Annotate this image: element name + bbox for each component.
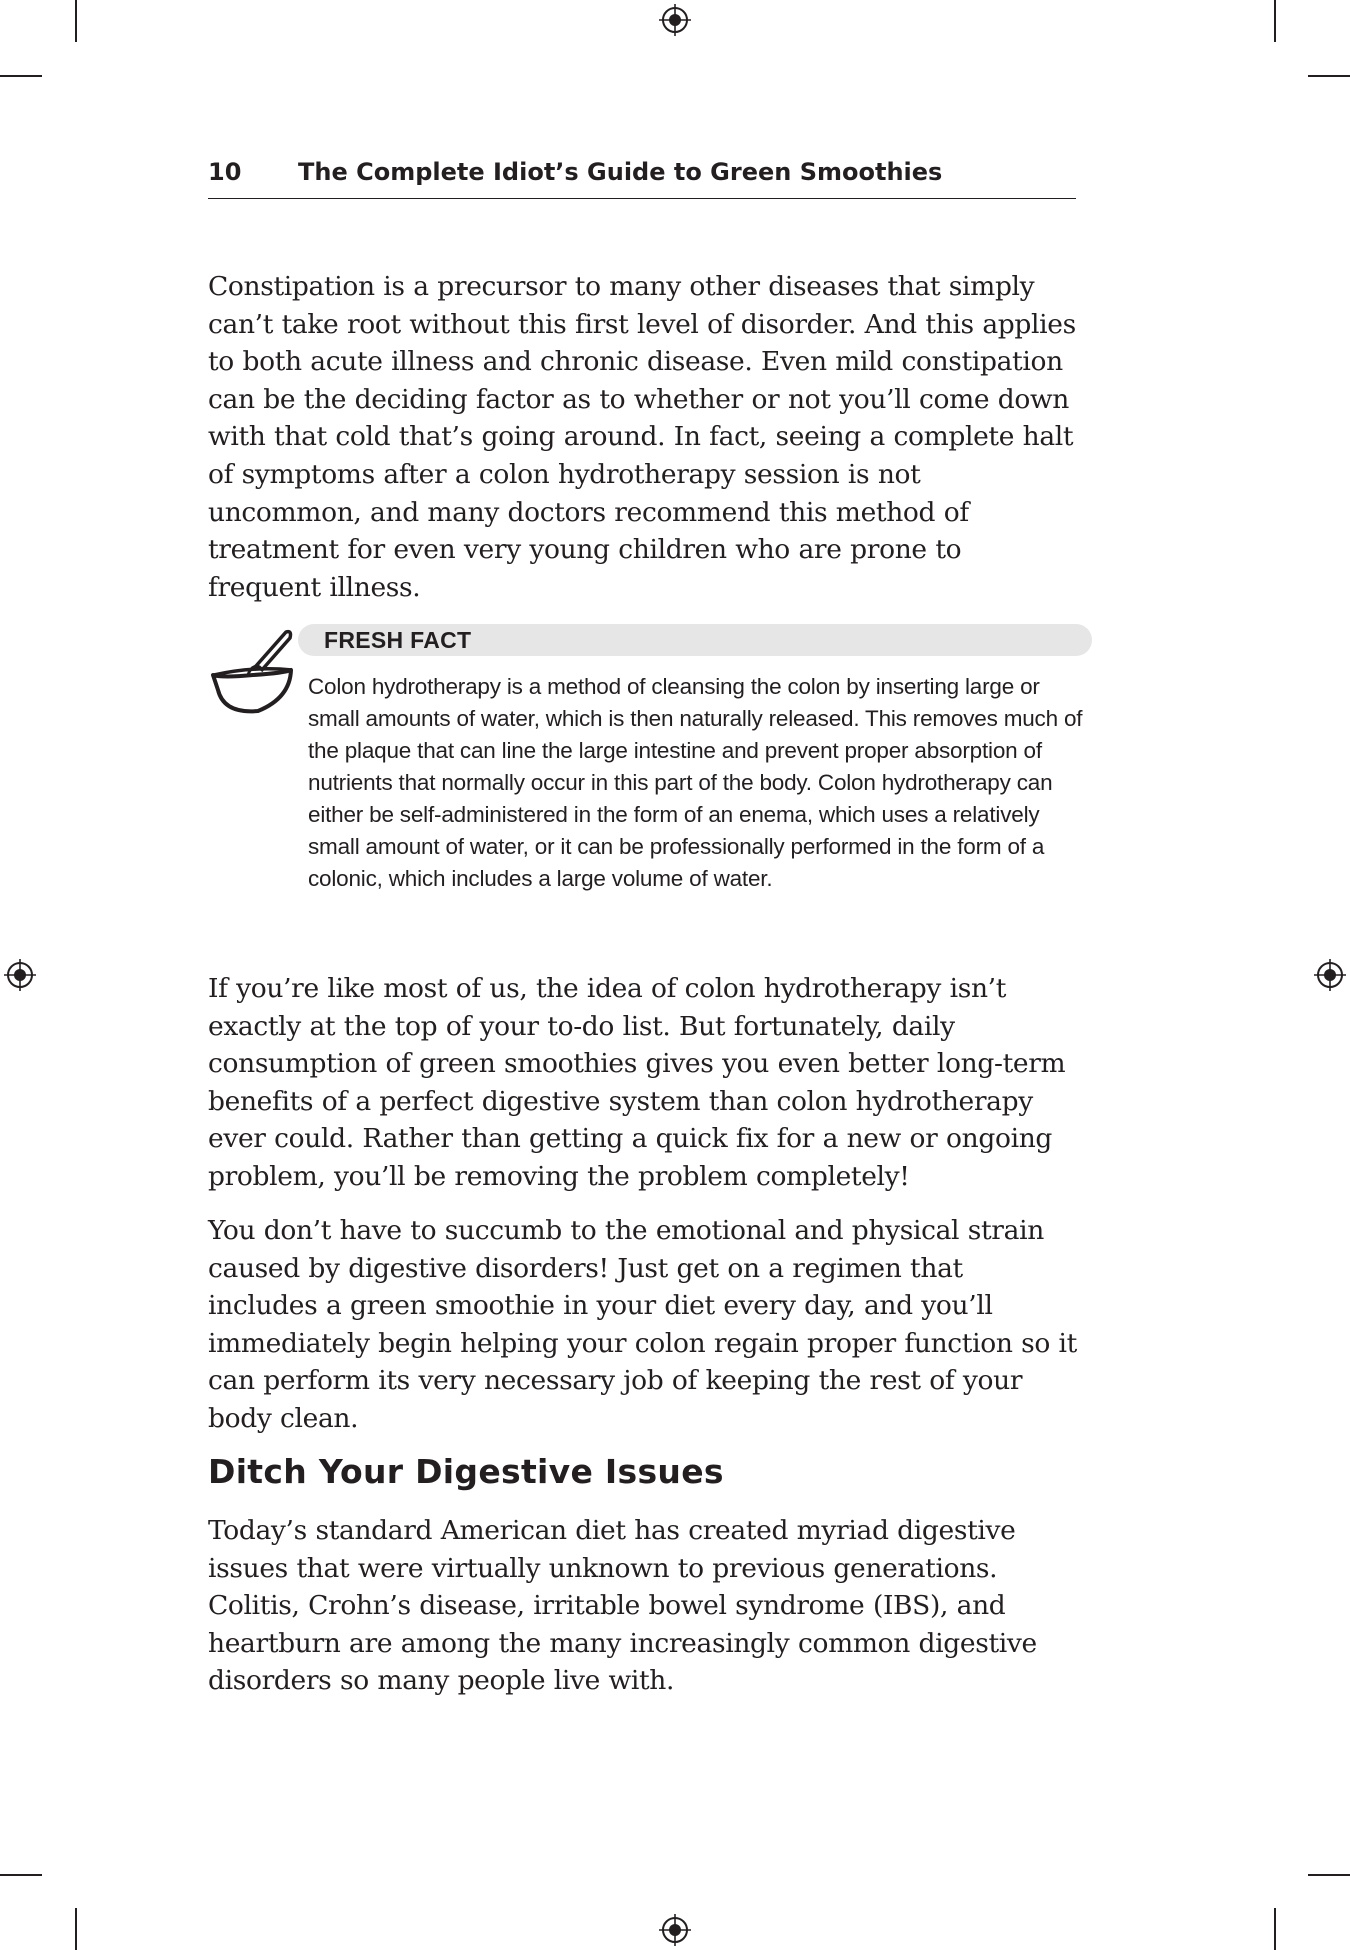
sidebar-header-bar (298, 624, 1092, 656)
body-paragraph: If you’re like most of us, the idea of colon hydrotherapy isn’t exactly at the top of your to-do list. But fortunately, daily consumption of green smoothies gives you even better long-term benefits of a perfect digestive system than colon hydrotherapy ever could. Rather than getting a quick fix for a new or ongoing problem, you’ll be removing the problem completely! (208, 973, 1066, 1192)
book-title: The Complete Idiot’s Guide to Green Smoothies (298, 158, 943, 186)
registration-mark-icon (1312, 957, 1348, 993)
mixing-bowl-icon (208, 628, 298, 718)
registration-mark-icon (657, 1912, 693, 1948)
crop-mark (75, 0, 77, 42)
body-paragraph: You don’t have to succumb to the emotional and physical strain caused by digestive disorders! Just get on a regimen that includes a green smoothie in your diet every day, and you’ll immediately begin helping your colon regain proper function so it can perform its very necessary job of keeping the rest of your body clean. (208, 1215, 1077, 1434)
crop-mark (1274, 0, 1276, 42)
sidebar-title: FRESH FACT (324, 627, 472, 653)
body-paragraph: Constipation is a precursor to many other diseases that simply can’t take root without this first level of disorder. And this applies to both acute illness and chronic disease. Even mild constipation can be the deciding factor as to whether or not you’ll come down with that cold that’s going around. In fact, seeing a complete halt of symptoms after a colon hydrotherapy session is not uncommon, and many doctors recommend this method of treatment for even very young children who are prone to frequent illness. (208, 271, 1076, 603)
running-head (208, 158, 1076, 199)
registration-mark-icon (657, 2, 693, 38)
crop-mark (0, 75, 42, 77)
crop-mark (1274, 1908, 1276, 1950)
crop-mark (0, 1874, 42, 1876)
section-heading: Ditch Your Digestive Issues (208, 1452, 724, 1491)
crop-mark (1308, 75, 1350, 77)
crop-mark (75, 1908, 77, 1950)
registration-mark-icon (2, 957, 38, 993)
sidebar-text: Colon hydrotherapy is a method of cleansing the colon by inserting large or small amounts of water, which is then naturally released. This removes much of the plaque that can line the large intestine and prevent proper absorption of nutrients that normally occur in this part of the body. Colon hydrotherapy can either be self-administered in the form of an enema, which uses a relatively small amount of water, or it can be professionally performed in the form of a colonic, which includes a large volume of water. (308, 674, 1083, 891)
page-number: 10 (208, 158, 242, 186)
crop-mark (1308, 1874, 1350, 1876)
body-paragraph: Today’s standard American diet has created myriad digestive issues that were virtually unknown to previous generations. Colitis, Crohn’s disease, irritable bowel syndrome (IBS), and heartburn are among the many increasingly common digestive disorders so many people live with. (208, 1515, 1037, 1697)
